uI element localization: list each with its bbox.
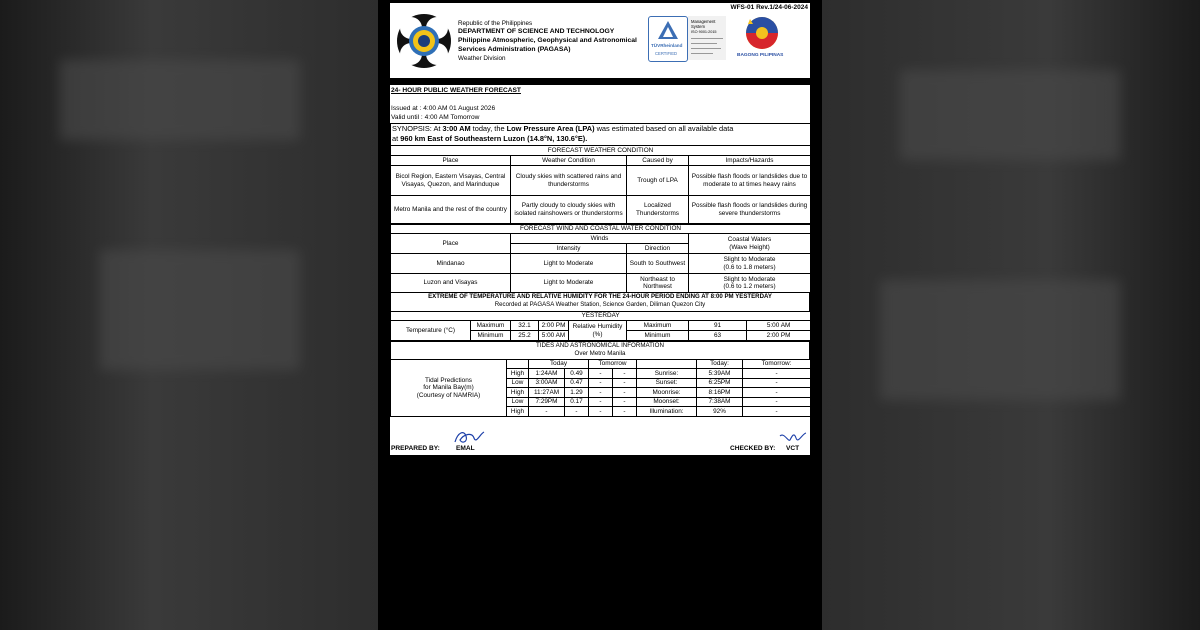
extreme-table <box>390 311 811 341</box>
astro-tomorrow-header: Tomorrow: <box>743 360 811 369</box>
header-cause: Caused by <box>627 156 689 166</box>
form-code: WFS-01 Rev.1/24-06-2024 <box>730 4 808 11</box>
tidal-label-2: for Manila Bay(m) <box>423 384 474 392</box>
document-header <box>390 3 810 78</box>
wind-coastal <box>689 274 811 293</box>
weather-cause: Trough of LPA <box>627 166 689 196</box>
agency-line-2: Services Administration (PAGASA) <box>458 46 571 53</box>
tides-subtitle: Over Metro Manila <box>574 350 626 357</box>
temp-max-value: 32.1 <box>511 321 539 331</box>
extreme-recorded: Recorded at PAGASA Weather Station, Science Garden, Diliman Quezon City <box>494 301 706 308</box>
synopsis-mid-1: today, the <box>470 124 507 133</box>
temperature-label: Temperature (°C) <box>391 321 471 341</box>
header-intensity: Intensity <box>511 244 627 254</box>
astro-today: 5:39AM <box>697 369 743 379</box>
valid-until: Valid until : 4:00 AM Tomorrow <box>391 114 480 121</box>
tuv-certified: CERTIFIED <box>655 51 678 56</box>
coastal-condition: Slight to Moderate <box>723 275 776 283</box>
header-winds: Winds <box>511 234 689 244</box>
tide-tomorrow-time: - <box>589 369 613 379</box>
astro-today-header: Today: <box>697 360 743 369</box>
humidity-label: Relative Humidity (%) <box>569 321 627 341</box>
astro-label: Moonset: <box>637 397 697 407</box>
hum-min-value: 63 <box>689 331 747 341</box>
tide-time: 7:29PM <box>529 397 565 407</box>
table-row <box>391 254 811 274</box>
header-coastal-label: Coastal Waters <box>727 236 772 244</box>
wind-coastal <box>689 254 811 274</box>
table-row <box>391 196 811 224</box>
temp-min-value: 25.2 <box>511 331 539 341</box>
weather-place: Metro Manila and the rest of the country <box>391 196 511 224</box>
astro-today: 8:16PM <box>697 388 743 398</box>
synopsis-at: at <box>392 133 401 143</box>
forecast-document <box>390 85 810 455</box>
tide-height: 1.29 <box>565 388 589 398</box>
tide-type: Low <box>507 397 529 407</box>
tidal-label-1: Tidal Predictions <box>424 377 472 385</box>
tide-tomorrow-time: - <box>589 397 613 407</box>
temp-min-time: 5:00 AM <box>539 331 569 341</box>
astro-label: Moonrise: <box>637 388 697 398</box>
synopsis-system: Low Pressure Area (LPA) <box>506 124 595 133</box>
wind-place: Luzon and Visayas <box>391 274 511 293</box>
synopsis-prefix: SYNOPSIS: At <box>392 124 443 133</box>
weather-condition-table <box>390 145 811 224</box>
blurred-panel <box>60 60 300 140</box>
header-wave-label: (Wave Height) <box>729 243 770 251</box>
hum-min-label: Minimum <box>627 331 689 341</box>
wind-intensity: Light to Moderate <box>511 254 627 274</box>
tides-section <box>390 341 810 360</box>
tide-type: High <box>507 388 529 398</box>
temp-max-label: Maximum <box>471 321 511 331</box>
tide-tomorrow-height: - <box>613 388 637 398</box>
tide-time: 3:00AM <box>529 378 565 388</box>
weather-place: Bicol Region, Eastern Visayas, Central Visayas, Quezon, and Marinduque <box>391 166 511 196</box>
tide-height: - <box>565 407 589 417</box>
astro-tomorrow: - <box>743 388 811 398</box>
tides-title: TIDES AND ASTRONOMICAL INFORMATION <box>536 342 664 349</box>
tides-table <box>390 359 811 417</box>
pagasa-logo-icon <box>396 13 452 69</box>
tide-tomorrow-time: - <box>589 378 613 388</box>
tide-type: High <box>507 407 529 417</box>
management-system-box <box>688 16 726 60</box>
prepared-by-name: EMAL <box>456 445 475 452</box>
astro-tomorrow: - <box>743 378 811 388</box>
table-row <box>391 166 811 196</box>
tide-type: Low <box>507 378 529 388</box>
wind-condition-table <box>390 224 811 293</box>
wind-intensity: Light to Moderate <box>511 274 627 293</box>
synopsis-box <box>390 123 811 146</box>
checked-by-name: VCT <box>786 445 800 452</box>
header-coastal <box>689 234 811 254</box>
wave-height: (0.6 to 1.2 meters) <box>723 283 776 290</box>
header-condition: Weather Condition <box>511 156 627 166</box>
extreme-section <box>390 292 810 312</box>
agency-line-1: Philippine Atmospheric, Geophysical and Astronomical <box>458 37 637 44</box>
weather-condition: Partly cloudy to cloudy skies with isolated rainshowers or thunderstorms <box>511 196 627 224</box>
tide-tomorrow-time: - <box>589 388 613 398</box>
mgmt-line-2: System <box>691 24 705 29</box>
wind-direction: Northeast to Northwest <box>627 274 689 293</box>
temp-max-time: 2:00 PM <box>539 321 569 331</box>
header-place: Place <box>391 234 511 254</box>
tide-time: 1:24AM <box>529 369 565 379</box>
synopsis-mid-2: was estimated based on all available data <box>594 124 734 133</box>
tide-tomorrow-time: - <box>589 407 613 417</box>
issued-at: Issued at : 4:00 AM 01 August 2026 <box>391 105 496 112</box>
bagong-pilipinas-label: BAGONG PILIPINAS <box>737 53 784 58</box>
forecast-title: 24- HOUR PUBLIC WEATHER FORECAST <box>391 87 521 94</box>
astro-label: Illumination: <box>637 407 697 417</box>
astro-label: Sunrise: <box>637 369 697 379</box>
astro-tomorrow: - <box>743 407 811 417</box>
tide-time: - <box>529 407 565 417</box>
checked-by-label: CHECKED BY: <box>730 445 776 452</box>
blurred-panel <box>100 250 300 370</box>
tide-time: 11:27AM <box>529 388 565 398</box>
weather-cause: Localized Thunderstorms <box>627 196 689 224</box>
synopsis-location: 960 km East of Southeastern Luzon (14.8°N, 130.6°E). <box>400 133 588 143</box>
temp-min-label: Minimum <box>471 331 511 341</box>
tide-tomorrow-height: - <box>613 407 637 417</box>
blurred-panel <box>880 280 1120 400</box>
table-row <box>391 274 811 293</box>
department-line: DEPARTMENT OF SCIENCE AND TECHNOLOGY <box>458 28 615 35</box>
mgmt-line-3: ISO 9001:2015 <box>691 30 717 34</box>
weather-section-title: FORECAST WEATHER CONDITION <box>391 146 811 156</box>
astro-label: Sunset: <box>637 378 697 388</box>
synopsis-time: 3:00 AM <box>442 124 471 133</box>
astro-today: 6:25PM <box>697 378 743 388</box>
weather-impacts: Possible flash floods or landslides due to moderate to at times heavy rains <box>689 166 811 196</box>
bagong-pilipinas-logo-icon <box>740 15 784 51</box>
tide-tomorrow-height: - <box>613 369 637 379</box>
tide-height: 0.17 <box>565 397 589 407</box>
tide-tomorrow-header: Tomorrow <box>589 360 637 369</box>
header-place: Place <box>391 156 511 166</box>
astro-tomorrow: - <box>743 369 811 379</box>
mgmt-line-1: Management <box>691 19 716 24</box>
prepared-by-label: PREPARED BY: <box>391 445 440 452</box>
wind-place: Mindanao <box>391 254 511 274</box>
astro-today: 7:38AM <box>697 397 743 407</box>
tide-height: 0.47 <box>565 378 589 388</box>
coastal-condition: Slight to Moderate <box>723 256 776 264</box>
astro-today: 92% <box>697 407 743 417</box>
extreme-title: EXTREME OF TEMPERATURE AND RELATIVE HUMIDITY FOR THE 24-HOUR PERIOD ENDING AT 8:00 PM YESTERDAY <box>428 293 772 300</box>
tide-type: High <box>507 369 529 379</box>
hum-max-value: 91 <box>689 321 747 331</box>
division-line: Weather Division <box>458 55 506 62</box>
wind-section-title: FORECAST WIND AND COASTAL WATER CONDITION <box>391 225 811 234</box>
tide-tomorrow-height: - <box>613 397 637 407</box>
header-direction: Direction <box>627 244 689 254</box>
tide-tomorrow-height: - <box>613 378 637 388</box>
tidal-label-3: (Courtesy of NAMRIA) <box>416 391 481 399</box>
tidal-label-cell <box>391 360 507 417</box>
tuv-triangle-icon <box>657 20 679 40</box>
header-impacts: Impacts/Hazards <box>689 156 811 166</box>
weather-condition: Cloudy skies with scattered rains and thunderstorms <box>511 166 627 196</box>
tuv-badge <box>648 16 688 62</box>
weather-impacts: Possible flash floods or landslides during severe thunderstorms <box>689 196 811 224</box>
republic-line: Republic of the Philippines <box>458 20 533 27</box>
tide-today-header: Today <box>529 360 589 369</box>
hum-max-time: 5:00 AM <box>747 321 811 331</box>
blurred-panel <box>900 70 1120 160</box>
wind-direction: South to Southwest <box>627 254 689 274</box>
hum-min-time: 2:00 PM <box>747 331 811 341</box>
hum-max-label: Maximum <box>627 321 689 331</box>
tuv-label: TÜVRheinland <box>651 43 683 48</box>
yesterday-label: YESTERDAY <box>391 312 811 321</box>
wave-height: (0.6 to 1.8 meters) <box>723 263 776 271</box>
astro-tomorrow: - <box>743 397 811 407</box>
tide-height: 0.49 <box>565 369 589 379</box>
